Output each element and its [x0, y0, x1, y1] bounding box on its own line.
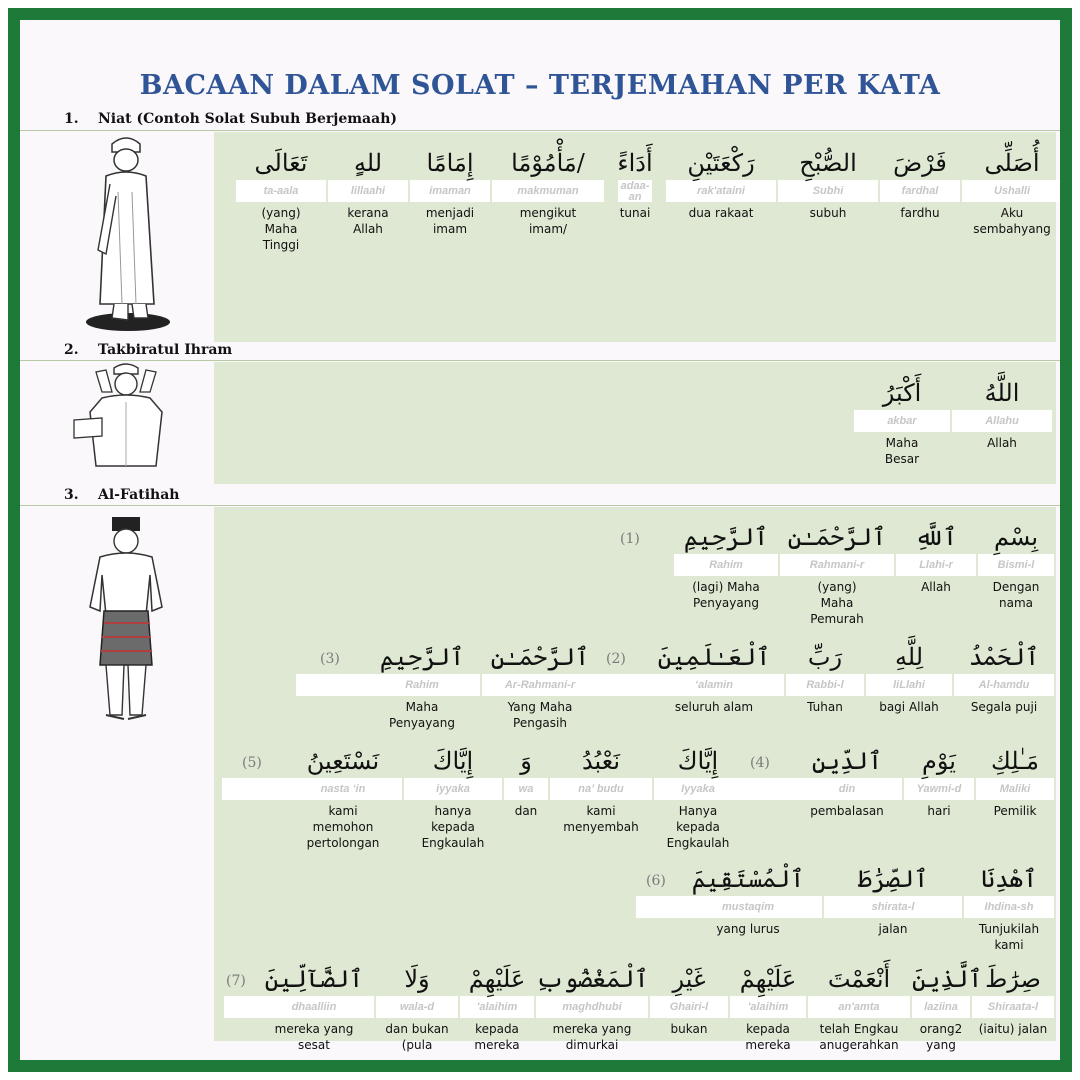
transliteration: Ar-Rahmani-r — [482, 674, 598, 696]
arabic-word: وَ — [520, 747, 532, 775]
word-cell — [644, 640, 784, 715]
transliteration: Llahi-r — [896, 554, 976, 576]
word-cell — [866, 640, 952, 715]
arabic-word: ٱلْحَمْدُ — [968, 643, 1040, 671]
transliteration: lillaahi — [328, 180, 408, 202]
transliteration: Ihdina-sh — [964, 896, 1054, 918]
word-cell — [482, 640, 598, 731]
malay-meaning: kerana Allah — [347, 206, 389, 236]
page-frame — [8, 8, 1072, 1072]
malay-meaning: (yang) Maha Pemurah — [810, 580, 864, 626]
word-cell — [654, 744, 742, 851]
malay-meaning: kepada mereka — [474, 1022, 520, 1052]
malay-meaning: Allah — [921, 580, 951, 594]
arabic-word: ٱلضَّآلِّينَ — [264, 965, 364, 993]
transliteration: liLlahi — [866, 674, 952, 696]
section-heading-takbiratul-ihram: 2. Takbiratul Ihram — [64, 342, 233, 358]
word-cell — [236, 146, 326, 253]
transliteration: 'alaihim — [460, 996, 534, 1018]
malay-meaning: orang2 yang — [919, 1022, 963, 1052]
arabic-word: ٱلْمَغْضُوبِ — [536, 965, 649, 993]
transliteration: Al-hamdu — [954, 674, 1054, 696]
malay-meaning: (lagi) Maha Penyayang — [692, 580, 760, 610]
word-cell — [780, 520, 894, 627]
transliteration: Ghairi-l — [650, 996, 728, 1018]
malay-meaning: tunai — [619, 206, 651, 220]
word-cell — [808, 962, 910, 1053]
word-cell — [666, 146, 776, 221]
word-cell — [972, 962, 1054, 1037]
word-cell — [364, 640, 480, 731]
arabic-word: ِللهِ — [353, 149, 383, 177]
transliteration-band — [598, 674, 644, 696]
malay-meaning: hanya kepada Engkaulah — [421, 804, 485, 850]
malay-meaning: bukan — [670, 1022, 708, 1036]
malay-meaning: (iaitu) jalan — [978, 1022, 1048, 1036]
malay-meaning: kami memohon pertolongan — [306, 804, 380, 850]
word-cell — [550, 744, 652, 835]
transliteration: imaman — [410, 180, 490, 202]
page-title: BACAAN DALAM SOLAT – TERJEMAHAN PER KATA — [139, 70, 941, 101]
malay-meaning: (yang) Maha Tinggi — [261, 206, 301, 252]
arabic-word: ٱلدِّينِ — [811, 747, 883, 775]
arabic-word: ٱهْدِنَا — [980, 865, 1038, 893]
malay-meaning: mereka yang dimurkai — [552, 1022, 632, 1052]
word-cell — [962, 146, 1062, 237]
word-cell — [376, 962, 458, 1053]
transliteration: Rahim — [674, 554, 778, 576]
arabic-word: ٱلرَّحْمَـٰنِ — [490, 643, 590, 671]
arabic-word: أَكْبَرُ — [882, 379, 922, 407]
transliteration: akbar — [854, 410, 950, 432]
transliteration: 'alaihim — [730, 996, 806, 1018]
transliteration: nasta ‘in — [284, 778, 402, 800]
word-cell — [674, 520, 778, 611]
transliteration: din — [792, 778, 902, 800]
boy-in-baju-melayu-illustration — [66, 515, 186, 735]
verse-number: (4) — [750, 755, 770, 771]
arabic-word: ٱلرَّحِيمِ — [683, 523, 769, 551]
malay-meaning: Pemilik — [993, 804, 1037, 818]
word-cell — [674, 862, 822, 937]
transliteration: wala-d — [376, 996, 458, 1018]
word-cell — [854, 376, 950, 467]
transliteration: wa — [504, 778, 548, 800]
transliteration: Bismi-l — [978, 554, 1054, 576]
transliteration: laziina — [912, 996, 970, 1018]
transliteration: maghdhubi — [536, 996, 648, 1018]
transliteration-band — [636, 896, 674, 918]
verse-number: (7) — [226, 973, 246, 989]
transliteration: Allahu — [952, 410, 1052, 432]
transliteration-band — [296, 674, 364, 696]
arabic-word: وَلَا — [404, 965, 430, 993]
transliteration: mustaqim — [674, 896, 822, 918]
malay-meaning: Maha Besar — [884, 436, 920, 466]
arabic-word: أُصَلِّى — [984, 149, 1040, 177]
arabic-word: ٱلرَّحْمَـٰنِ — [787, 523, 887, 551]
word-cell — [460, 962, 534, 1053]
malay-meaning: Allah — [987, 436, 1017, 450]
arabic-word: اللَّهُ — [984, 379, 1020, 407]
word-cell — [976, 744, 1054, 819]
word-cell — [650, 962, 728, 1037]
word-cell — [904, 744, 974, 819]
malay-meaning: Tuhan — [807, 700, 843, 714]
section-divider — [20, 360, 1060, 361]
section-divider — [20, 130, 1060, 131]
word-cell — [896, 520, 976, 595]
word-cell — [824, 862, 962, 937]
verse-number: (6) — [646, 873, 666, 889]
word-cell — [964, 862, 1054, 953]
takbir-boy-illustration — [66, 362, 186, 472]
malay-meaning: Segala puji — [970, 700, 1038, 714]
transliteration: makmuman — [492, 180, 604, 202]
malay-meaning: Tunjukilah kami — [978, 922, 1040, 952]
word-cell — [328, 146, 408, 237]
standing-boy-illustration — [66, 132, 186, 342]
transliteration: adaa-an — [618, 180, 652, 202]
arabic-word: إِمَامًا — [426, 149, 474, 177]
word-cell — [410, 146, 490, 237]
word-cell — [504, 744, 548, 819]
verse-number: (1) — [620, 531, 640, 547]
arabic-word: مَأْمُوْمًا/ — [511, 149, 585, 177]
arabic-word: عَلَيْهِمْ — [468, 965, 526, 993]
section-heading-niat: 1. Niat (Contoh Solat Subuh Berjemaah) — [64, 111, 398, 127]
malay-meaning: Dengan nama — [992, 580, 1040, 610]
arabic-word: ٱلْمُسْتَقِيمَ — [691, 865, 805, 893]
transliteration: an'amta — [808, 996, 910, 1018]
malay-meaning: jalan — [878, 922, 908, 936]
malay-meaning: dan — [514, 804, 538, 818]
section-divider — [20, 505, 1060, 506]
transliteration-band — [222, 778, 284, 800]
arabic-word: رَبِّ — [807, 643, 843, 671]
malay-meaning: dua rakaat — [688, 206, 754, 220]
arabic-word: فَرْضَ — [893, 149, 947, 177]
transliteration: ‘alamin — [644, 674, 784, 696]
arabic-word: غَيْرِ — [672, 965, 706, 993]
section-heading-al-fatihah: 3. Al-Fatihah — [64, 487, 180, 503]
malay-meaning: seluruh alam — [674, 700, 754, 714]
arabic-word: أَنْعَمْتَ — [827, 965, 891, 993]
word-cell — [880, 146, 960, 221]
malay-meaning: telah Engkau anugerahkan — [819, 1022, 899, 1052]
malay-meaning: bagi Allah — [879, 700, 939, 714]
word-cell — [730, 962, 806, 1053]
arabic-word: يَوْمِ — [922, 747, 956, 775]
transliteration: Shiraata-l — [972, 996, 1054, 1018]
transliteration: Yawmi-d — [904, 778, 974, 800]
word-cell — [786, 640, 864, 715]
malay-meaning: hari — [927, 804, 951, 818]
arabic-word: ٱلَّذِينَ — [912, 965, 983, 993]
word-cell — [954, 640, 1054, 715]
malay-meaning: menjadi imam — [425, 206, 475, 236]
word-cell — [978, 520, 1054, 611]
verse-number: (5) — [242, 755, 262, 771]
word-cell — [284, 744, 402, 851]
arabic-word: تَعَالَى — [254, 149, 308, 177]
transliteration-band — [742, 778, 792, 800]
transliteration: iyyaka — [404, 778, 502, 800]
transliteration: dhaalliin — [254, 996, 374, 1018]
transliteration: Subhi — [778, 180, 878, 202]
arabic-word: نَعْبُدُ — [581, 747, 621, 775]
transliteration: Maliki — [976, 778, 1054, 800]
word-cell — [606, 146, 664, 221]
transliteration: ta-aala — [236, 180, 326, 202]
word-cell — [492, 146, 604, 237]
transliteration: Rabbi-l — [786, 674, 864, 696]
word-cell — [792, 744, 902, 819]
word-cell — [952, 376, 1052, 451]
transliteration-band — [224, 996, 254, 1018]
transliteration: Rahim — [364, 674, 480, 696]
word-cell — [778, 146, 878, 221]
arabic-word: إِيَّاكَ — [677, 747, 719, 775]
arabic-word: إِيَّاكَ — [432, 747, 474, 775]
malay-meaning: subuh — [809, 206, 847, 220]
transliteration: Iyyaka — [654, 778, 742, 800]
malay-meaning: mereka yang sesat — [274, 1022, 354, 1052]
malay-meaning: yang lurus — [716, 922, 780, 936]
transliteration: na’ budu — [550, 778, 652, 800]
arabic-word: بِسْمِ — [993, 523, 1039, 551]
malay-meaning: Yang Maha Pengasih — [507, 700, 573, 730]
verse-number: (2) — [606, 651, 626, 667]
word-cell — [404, 744, 502, 851]
verse-number: (3) — [320, 651, 340, 667]
word-cell — [254, 962, 374, 1053]
arabic-word: مَـٰلِكِ — [990, 747, 1040, 775]
malay-meaning: mengikut imam/ — [519, 206, 577, 236]
transliteration: fardhal — [880, 180, 960, 202]
malay-meaning: Hanya kepada Engkaulah — [666, 804, 730, 850]
malay-meaning: Aku sembahyang — [973, 206, 1051, 236]
arabic-word: ٱلرَّحِيمِ — [379, 643, 465, 671]
malay-meaning: pembalasan — [810, 804, 884, 818]
transliteration: shirata-l — [824, 896, 962, 918]
arabic-word: عَلَيْهِمْ — [739, 965, 797, 993]
arabic-word: ٱللَّهِ — [914, 523, 958, 551]
arabic-word: ٱلْعَـٰلَمِينَ — [657, 643, 771, 671]
malay-meaning: fardhu — [900, 206, 940, 220]
malay-meaning: dan bukan (pula — [385, 1022, 449, 1052]
transliteration: rak'ataini — [666, 180, 776, 202]
arabic-word: صِرَٰطَ — [985, 965, 1041, 993]
malay-meaning: Maha Penyayang — [389, 700, 455, 730]
arabic-word: الصُّبْحِ — [799, 149, 857, 177]
arabic-word: نَسْتَعِينُ — [306, 747, 380, 775]
arabic-word: ٱلصِّرَٰطَ — [857, 865, 929, 893]
transliteration: Ushalli — [962, 180, 1062, 202]
arabic-word: لِلَّهِ — [894, 643, 924, 671]
word-cell — [536, 962, 648, 1053]
transliteration: Rahmani-r — [780, 554, 894, 576]
malay-meaning: kepada mereka — [745, 1022, 791, 1052]
word-cell — [912, 962, 983, 1053]
arabic-word: رَكْعَتَيْنِ — [687, 149, 755, 177]
arabic-word: أَدَاءً — [617, 149, 653, 177]
malay-meaning: kami menyembah — [563, 804, 639, 834]
